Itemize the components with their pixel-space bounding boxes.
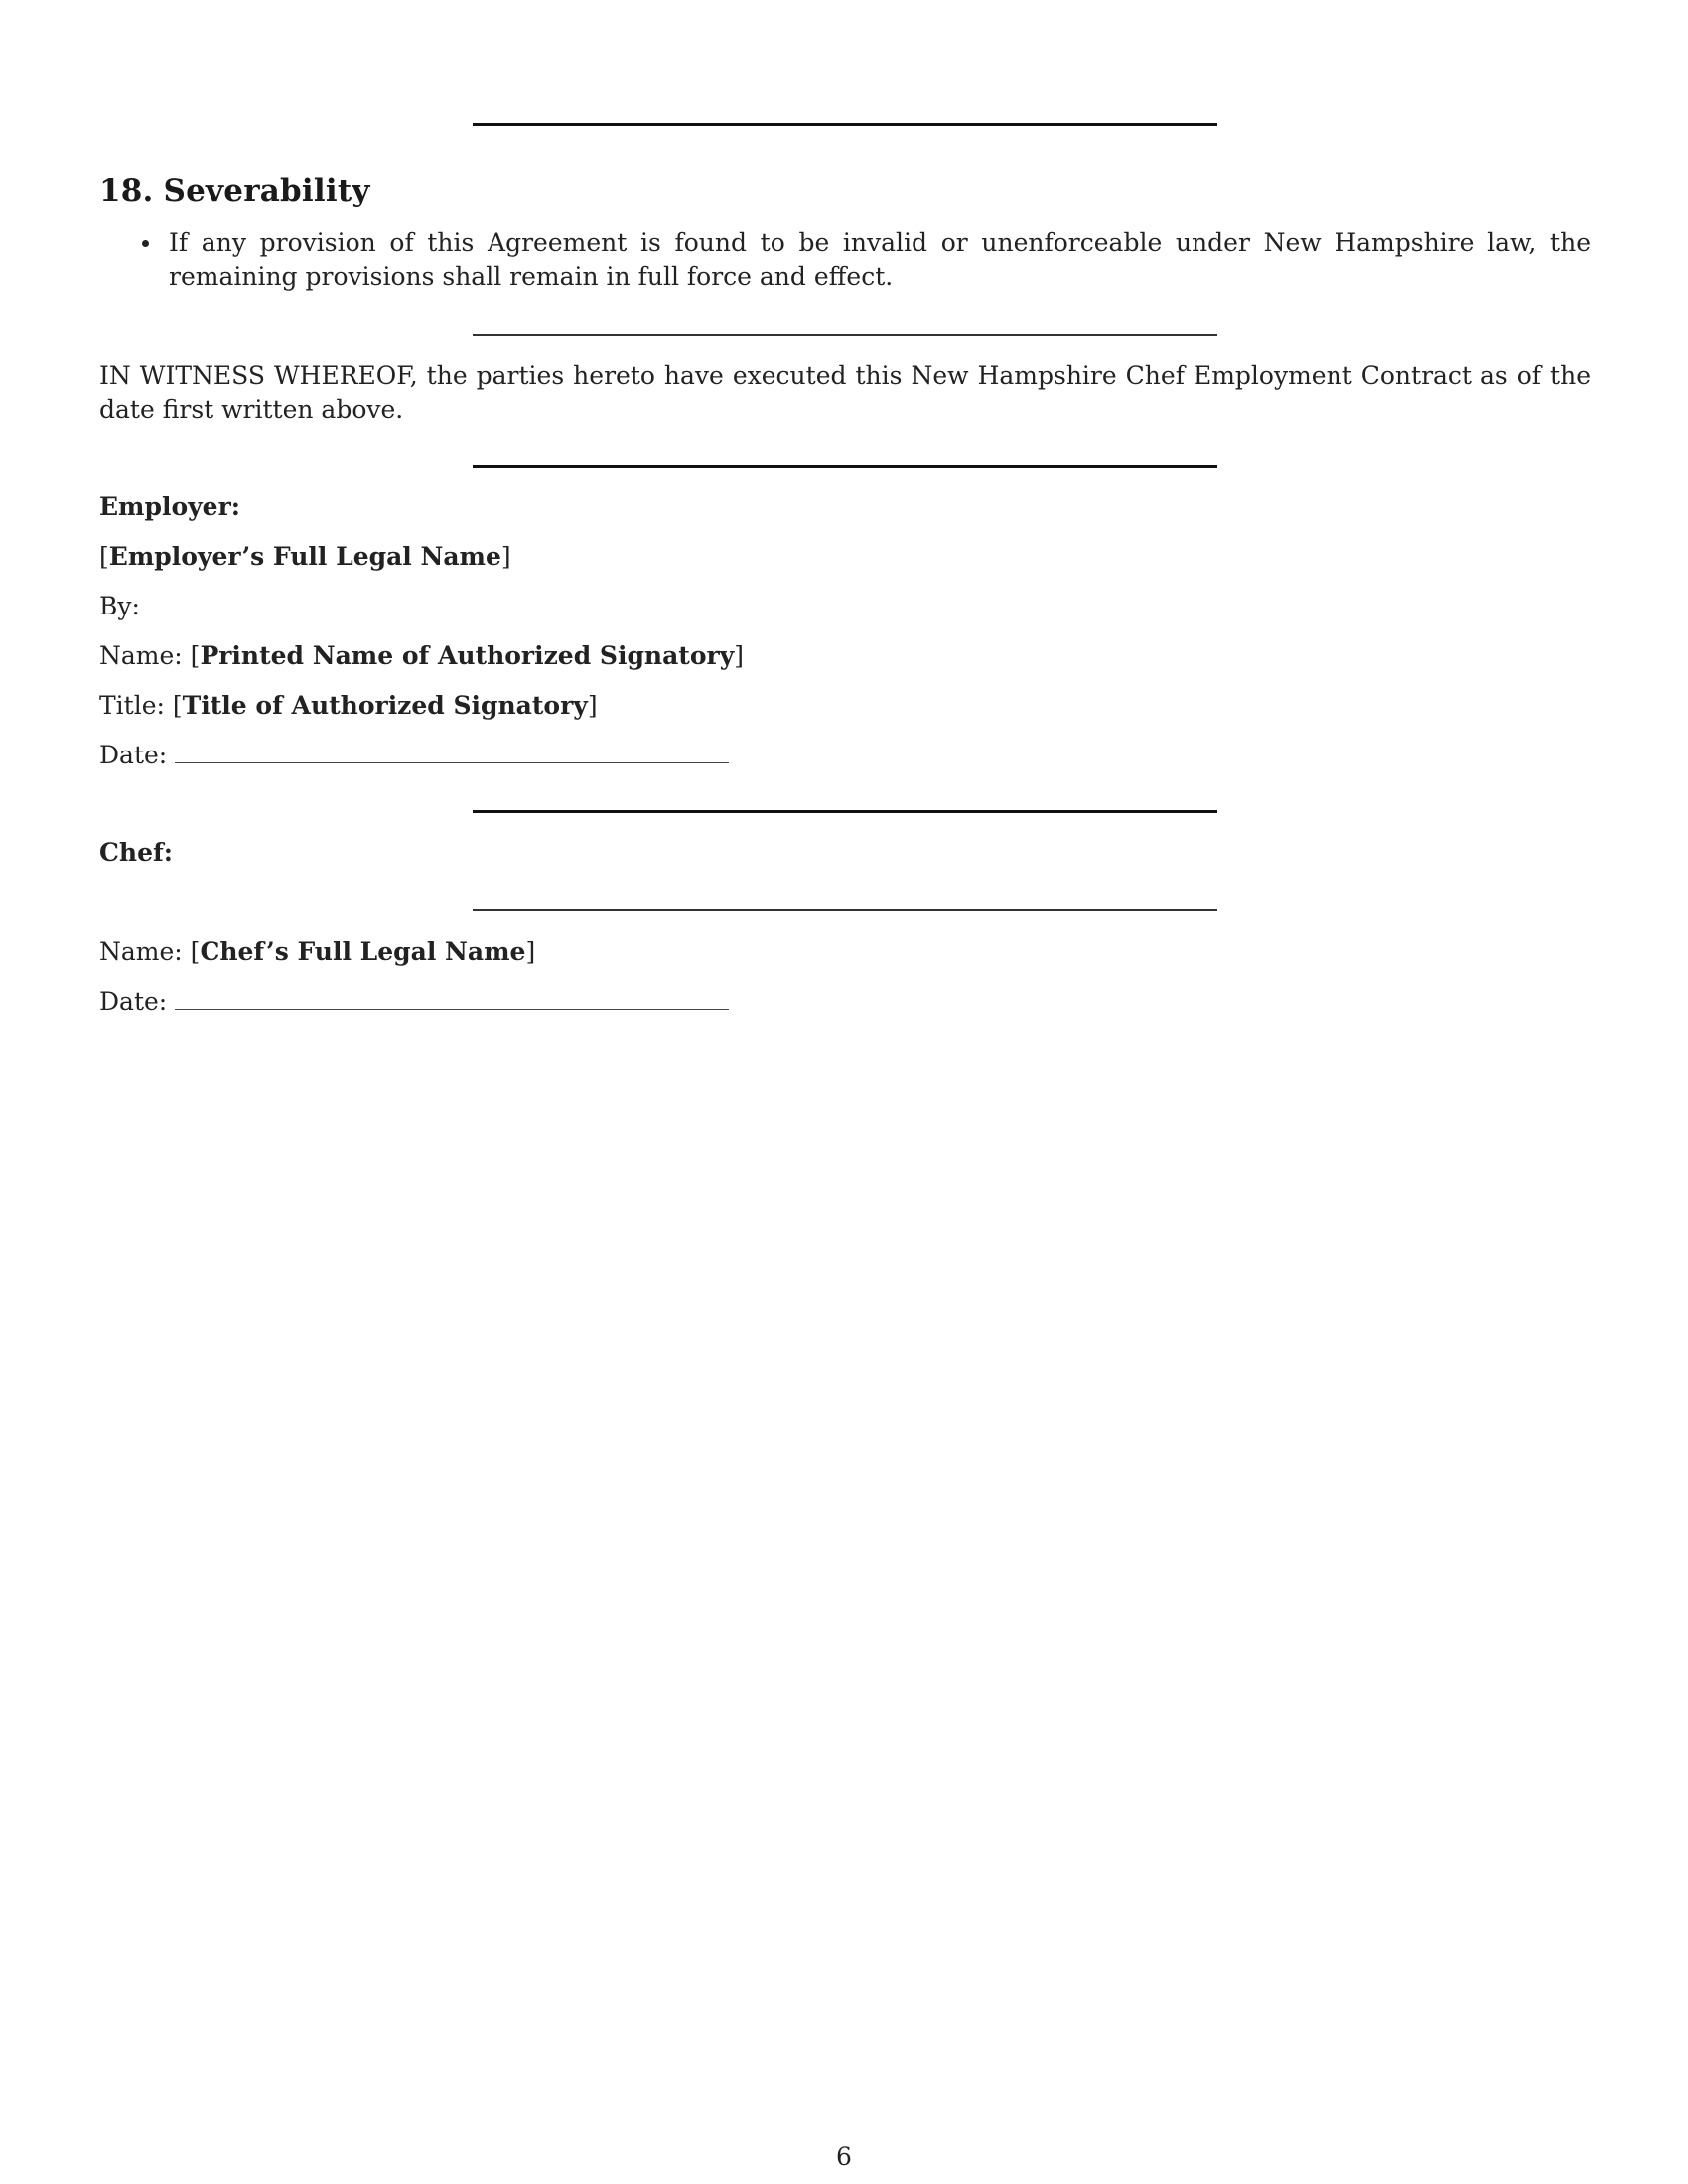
employer-title-line: Title: [Title of Authorized Signatory] bbox=[99, 691, 598, 720]
section-divider bbox=[473, 123, 1217, 126]
section-divider bbox=[473, 465, 1217, 468]
chef-label: Chef: bbox=[99, 838, 173, 867]
date-label: Date: bbox=[99, 741, 168, 769]
section-title: Severability bbox=[163, 173, 370, 208]
chef-date-field[interactable] bbox=[175, 989, 729, 1010]
employer-name-line: Name: [Printed Name of Authorized Signatory] bbox=[99, 641, 744, 670]
witness-clause: IN WITNESS WHEREOF, the parties hereto have executed this New Hampshire Chef Employment Contract as of the date first written above. bbox=[99, 361, 1591, 424]
date-label: Date: bbox=[99, 987, 168, 1016]
by-label: By: bbox=[99, 592, 140, 620]
title-label: Title: bbox=[99, 691, 165, 720]
employer-by-line bbox=[99, 590, 702, 623]
employer-date-line bbox=[99, 739, 729, 772]
name-label: Name: bbox=[99, 937, 183, 966]
name-label: Name: bbox=[99, 641, 183, 670]
section-heading bbox=[99, 173, 370, 208]
signatory-title-placeholder: Title of Authorized Signatory bbox=[182, 691, 588, 720]
section-number: 18. bbox=[99, 173, 154, 208]
chef-name-placeholder: Chef’s Full Legal Name bbox=[200, 937, 526, 966]
signatory-name-placeholder: Printed Name of Authorized Signatory bbox=[200, 641, 735, 670]
severability-list bbox=[99, 226, 1591, 294]
chef-signature-line[interactable] bbox=[473, 909, 1217, 911]
section-divider bbox=[473, 334, 1217, 336]
employer-date-field[interactable] bbox=[175, 743, 729, 763]
chef-name-line: Name: [Chef’s Full Legal Name] bbox=[99, 937, 536, 966]
page-number: 6 bbox=[836, 2142, 852, 2171]
bullet-icon bbox=[142, 240, 149, 247]
employer-label: Employer: bbox=[99, 492, 240, 521]
employer-legal-name: [Employer’s Full Legal Name] bbox=[99, 542, 511, 571]
employer-signature-field[interactable] bbox=[148, 594, 702, 614]
chef-date-line bbox=[99, 985, 729, 1019]
section-divider bbox=[473, 810, 1217, 813]
list-item bbox=[99, 226, 1591, 294]
severability-clause: If any provision of this Agreement is found to be invalid or unenforceable under New Hampshire law, the remaining provisions shall remain in full force and effect. bbox=[169, 228, 1591, 291]
